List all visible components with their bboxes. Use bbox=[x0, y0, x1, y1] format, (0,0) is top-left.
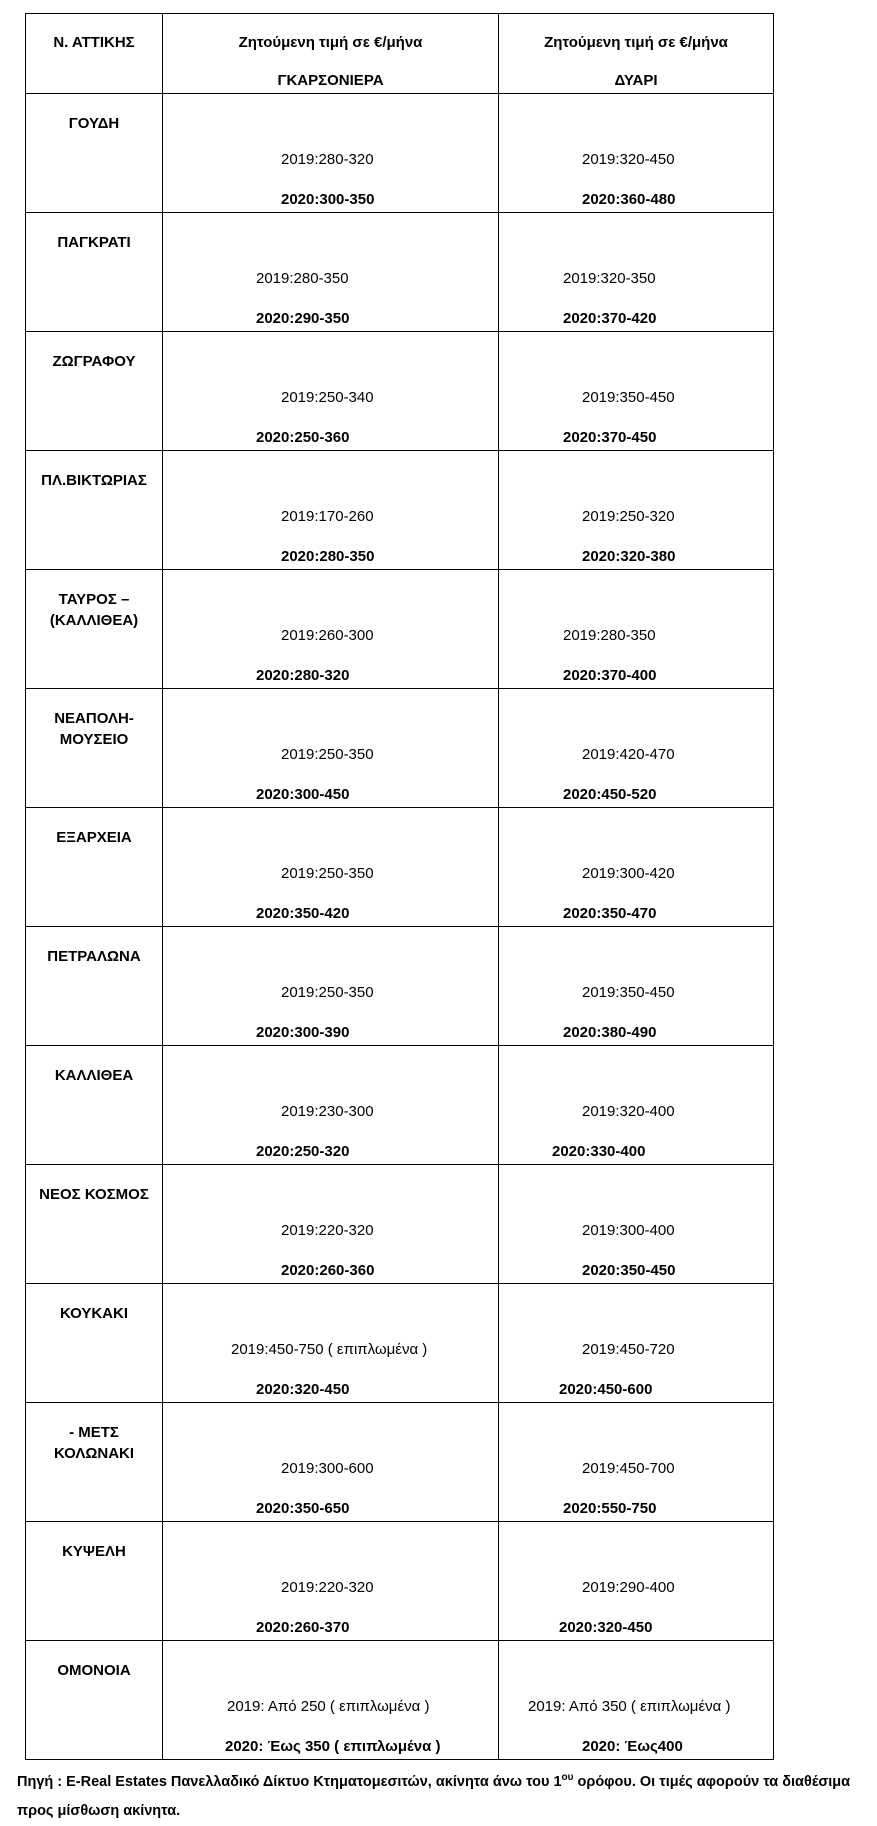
studio-price-2019: 2019:230-300 bbox=[281, 1103, 374, 1120]
area-cell bbox=[26, 1641, 163, 1760]
twobed-price-2019: 2019:450-720 bbox=[582, 1341, 675, 1358]
twobed-price-cell bbox=[499, 1641, 774, 1760]
twobed-price-cell bbox=[499, 1522, 774, 1641]
area-name: ΠΛ.ΒΙΚΤΩΡΙΑΣ bbox=[41, 472, 147, 489]
studio-price-2019: 2019:220-320 bbox=[281, 1579, 374, 1596]
studio-price-2019: 2019:170-260 bbox=[281, 508, 374, 525]
twobed-price-2020: 2020:360-480 bbox=[582, 191, 676, 208]
header-studio-price-label: Ζητούμενη τιμή σε €/μήνα bbox=[238, 34, 423, 51]
studio-price-2020: 2020:260-360 bbox=[281, 1262, 375, 1279]
twobed-price-2020: 2020:320-450 bbox=[559, 1619, 653, 1636]
twobed-price-cell bbox=[499, 570, 774, 689]
twobed-price-cell bbox=[499, 808, 774, 927]
twobed-price-2020: 2020:350-450 bbox=[582, 1262, 676, 1279]
area-name: ΚΑΛΛΙΘΕΑ bbox=[54, 1067, 134, 1084]
studio-price-2020: 2020:290-350 bbox=[256, 310, 350, 327]
studio-price-cell bbox=[163, 808, 499, 927]
studio-price-2020: 2020:260-370 bbox=[256, 1619, 350, 1636]
area-name: ΖΩΓΡΑΦΟΥ bbox=[52, 353, 136, 370]
area-cell bbox=[26, 1522, 163, 1641]
studio-price-cell bbox=[163, 332, 499, 451]
studio-price-cell bbox=[163, 1641, 499, 1760]
table-row bbox=[26, 808, 774, 927]
studio-price-cell bbox=[163, 1403, 499, 1522]
twobed-price-2019: 2019:320-350 bbox=[563, 270, 656, 287]
header-twobed-price-label: Ζητούμενη τιμή σε €/μήνα bbox=[544, 34, 728, 51]
twobed-price-2019: 2019: Από 350 ( επιπλωμένα ) bbox=[528, 1698, 731, 1715]
table-body bbox=[26, 94, 774, 1760]
area-name: ΠΑΓΚΡΑΤΙ bbox=[57, 234, 131, 251]
twobed-price-2020: 2020:370-420 bbox=[563, 310, 657, 327]
twobed-price-2020: 2020:550-750 bbox=[563, 1500, 657, 1517]
table-row bbox=[26, 332, 774, 451]
area-cell bbox=[26, 1046, 163, 1165]
area-name: ΝΕΑΠΟΛΗ- ΜΟΥΣΕΙΟ bbox=[54, 710, 134, 748]
twobed-price-cell bbox=[499, 213, 774, 332]
area-cell bbox=[26, 213, 163, 332]
area-name: ΝΕΟΣ ΚΟΣΜΟΣ bbox=[39, 1186, 149, 1203]
area-cell bbox=[26, 808, 163, 927]
studio-price-2019: 2019:220-320 bbox=[281, 1222, 374, 1239]
studio-price-cell bbox=[163, 1522, 499, 1641]
studio-price-2020: 2020:320-450 bbox=[256, 1381, 350, 1398]
twobed-price-cell bbox=[499, 451, 774, 570]
studio-price-cell bbox=[163, 689, 499, 808]
twobed-price-2020: 2020:370-400 bbox=[563, 667, 657, 684]
studio-price-cell bbox=[163, 1284, 499, 1403]
table-row bbox=[26, 94, 774, 213]
twobed-price-cell bbox=[499, 927, 774, 1046]
area-name: ΠΕΤΡΑΛΩΝΑ bbox=[47, 948, 141, 965]
footnote-text-start: Πηγή : E-Real Estates Πανελλαδικό Δίκτυο Κτηματομεσιτών, ακίνητα άνω του 1 bbox=[17, 1774, 562, 1790]
studio-price-cell bbox=[163, 213, 499, 332]
area-cell bbox=[26, 332, 163, 451]
area-cell bbox=[26, 1403, 163, 1522]
area-name: - ΜΕΤΣ ΚΟΛΩΝΑΚΙ bbox=[53, 1424, 135, 1462]
footnote-text-end: ορόφου. Οι τιμές αφορούν τα διαθέσιμα προς μίσθωση ακίνητα. bbox=[17, 1774, 851, 1819]
twobed-price-2020: 2020:380-490 bbox=[563, 1024, 657, 1041]
twobed-price-2019: 2019:300-420 bbox=[582, 865, 675, 882]
twobed-price-2019: 2019:450-700 bbox=[582, 1460, 675, 1477]
twobed-price-2019: 2019:290-400 bbox=[582, 1579, 675, 1596]
studio-price-cell bbox=[163, 451, 499, 570]
studio-price-2020: 2020:280-320 bbox=[256, 667, 350, 684]
area-cell bbox=[26, 1284, 163, 1403]
area-name: ΤΑΥΡΟΣ – (ΚΑΛΛΙΘΕΑ) bbox=[49, 591, 139, 629]
header-area bbox=[26, 14, 163, 94]
studio-price-2019: 2019:250-350 bbox=[281, 865, 374, 882]
studio-price-2020: 2020:300-450 bbox=[256, 786, 350, 803]
twobed-price-2019: 2019:320-450 bbox=[582, 151, 675, 168]
studio-price-2019: 2019: Από 250 ( επιπλωμένα ) bbox=[227, 1698, 430, 1715]
studio-price-2019: 2019:450-750 ( επιπλωμένα ) bbox=[231, 1341, 428, 1358]
studio-price-cell bbox=[163, 927, 499, 1046]
twobed-price-cell bbox=[499, 332, 774, 451]
source-footnote bbox=[17, 1768, 872, 1826]
table-row bbox=[26, 213, 774, 332]
studio-price-2019: 2019:250-350 bbox=[281, 746, 374, 763]
table-row bbox=[26, 1403, 774, 1522]
table-row bbox=[26, 689, 774, 808]
header-studio bbox=[163, 14, 499, 94]
table-row bbox=[26, 1046, 774, 1165]
twobed-price-cell bbox=[499, 1284, 774, 1403]
table-row bbox=[26, 570, 774, 689]
area-cell bbox=[26, 1165, 163, 1284]
table-row bbox=[26, 1284, 774, 1403]
area-name: ΕΞΑΡΧΕΙΑ bbox=[56, 829, 132, 846]
area-name: ΚΥΨΕΛΗ bbox=[62, 1543, 126, 1560]
studio-price-cell bbox=[163, 1046, 499, 1165]
twobed-price-2019: 2019:320-400 bbox=[582, 1103, 675, 1120]
area-cell bbox=[26, 927, 163, 1046]
rent-price-table bbox=[25, 13, 774, 1760]
studio-price-2019: 2019:250-340 bbox=[281, 389, 374, 406]
studio-price-2019: 2019:280-350 bbox=[256, 270, 349, 287]
twobed-price-2020: 2020: Έως400 bbox=[582, 1738, 683, 1755]
studio-price-2020: 2020:250-360 bbox=[256, 429, 350, 446]
area-cell bbox=[26, 451, 163, 570]
studio-price-2019: 2019:260-300 bbox=[281, 627, 374, 644]
studio-price-2020: 2020:280-350 bbox=[281, 548, 375, 565]
twobed-price-2019: 2019:420-470 bbox=[582, 746, 675, 763]
area-name: ΓΟΥΔΗ bbox=[68, 115, 120, 132]
table-header-row bbox=[26, 14, 774, 94]
twobed-price-2019: 2019:280-350 bbox=[563, 627, 656, 644]
twobed-price-2019: 2019:300-400 bbox=[582, 1222, 675, 1239]
area-cell bbox=[26, 94, 163, 213]
table-row bbox=[26, 927, 774, 1046]
twobed-price-2020: 2020:330-400 bbox=[552, 1143, 646, 1160]
studio-price-2020: 2020:350-420 bbox=[256, 905, 350, 922]
twobed-price-2019: 2019:350-450 bbox=[582, 389, 675, 406]
studio-price-cell bbox=[163, 94, 499, 213]
twobed-price-2020: 2020:450-520 bbox=[563, 786, 657, 803]
twobed-price-2019: 2019:250-320 bbox=[582, 508, 675, 525]
twobed-price-2020: 2020:320-380 bbox=[582, 548, 676, 565]
table-row bbox=[26, 1522, 774, 1641]
twobed-price-2019: 2019:350-450 bbox=[582, 984, 675, 1001]
footnote-superscript: ου bbox=[561, 1772, 574, 1784]
area-name: ΟΜΟΝΟΙΑ bbox=[57, 1662, 131, 1679]
twobed-price-cell bbox=[499, 1046, 774, 1165]
studio-price-2019: 2019:280-320 bbox=[281, 151, 374, 168]
studio-price-2020: 2020: Έως 350 ( επιπλωμένα ) bbox=[225, 1738, 441, 1755]
twobed-price-cell bbox=[499, 1403, 774, 1522]
header-twobed-type-label: ΔΥΑΡΙ bbox=[614, 72, 658, 89]
header-studio-type-label: ΓΚΑΡΣΟΝΙΕΡΑ bbox=[277, 72, 384, 89]
studio-price-2019: 2019:300-600 bbox=[281, 1460, 374, 1477]
studio-price-cell bbox=[163, 1165, 499, 1284]
twobed-price-cell bbox=[499, 1165, 774, 1284]
area-name: ΚΟΥΚΑΚΙ bbox=[59, 1305, 129, 1322]
studio-price-2020: 2020:250-320 bbox=[256, 1143, 350, 1160]
twobed-price-2020: 2020:450-600 bbox=[559, 1381, 653, 1398]
area-cell bbox=[26, 570, 163, 689]
twobed-price-cell bbox=[499, 94, 774, 213]
area-cell bbox=[26, 689, 163, 808]
studio-price-2019: 2019:250-350 bbox=[281, 984, 374, 1001]
studio-price-2020: 2020:350-650 bbox=[256, 1500, 350, 1517]
studio-price-2020: 2020:300-390 bbox=[256, 1024, 350, 1041]
studio-price-2020: 2020:300-350 bbox=[281, 191, 375, 208]
twobed-price-2020: 2020:370-450 bbox=[563, 429, 657, 446]
table-row bbox=[26, 1641, 774, 1760]
table-row bbox=[26, 1165, 774, 1284]
twobed-price-2020: 2020:350-470 bbox=[563, 905, 657, 922]
twobed-price-cell bbox=[499, 689, 774, 808]
header-twobed bbox=[499, 14, 774, 94]
header-area-label: Ν. ΑΤΤΙΚΗΣ bbox=[53, 34, 135, 51]
table-row bbox=[26, 451, 774, 570]
studio-price-cell bbox=[163, 570, 499, 689]
